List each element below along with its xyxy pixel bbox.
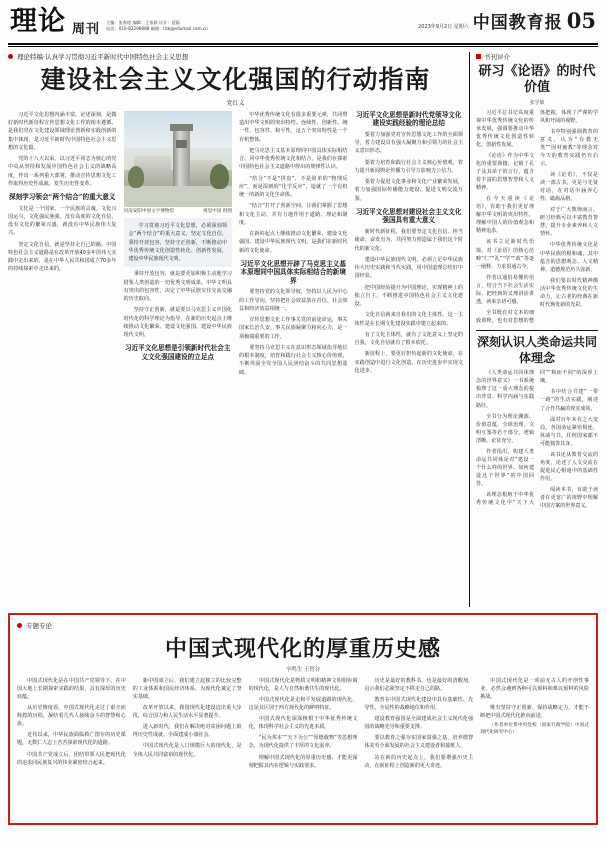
lead-paragraph: 要着力加强党对宣传思想文化工作的全面领导，着力建设具有强大凝聚力和引领力的社会主义意识形态。 (354, 131, 463, 155)
lead-paragraph: 把马克思主义基本原理同中国具体实际相结合、同中华优秀传统文化相结合，是我们在探索中国特色社会主义道路中得出的规律性认识。 (239, 147, 348, 171)
section-label-text: 书刊评介 (484, 53, 510, 61)
lead-article (8, 52, 463, 607)
lead-kicker-text: 理论特稿·认真学习贯彻习近平新时代中国特色社会主义思想 (17, 53, 189, 61)
feature-author-note: （作者单位系中央党校（国家行政学院）中国式现代化研究中心） (480, 723, 589, 736)
lead-photo-caption (124, 207, 233, 215)
lead-subhead: 习近平文化思想是新时代党领导文化建设实践经验的理论总结 (356, 110, 462, 128)
publication-date: 2023年9月2日 星期六 (418, 24, 469, 30)
review-1-paragraph: 中华优秀传统文化是中华民族的根和魂，其中蕴含的思想观念、人文精神、道德规范历久弥新。 (540, 242, 598, 273)
square-bullet-icon (476, 54, 481, 59)
lead-paragraph: 有了文化主体性，就有了文化意义上坚定的自我，文化自信就有了根本依托。 (354, 331, 463, 346)
lead-paragraph: 坚定文化自信，就是坚持走自己的路。中国特色社会主义道路是在改革开放40多年的伟大实践中走出来的，是在中华人民共和国成立70多年的持续探索中走出来的。 (8, 241, 117, 273)
photo-tree-left (128, 166, 144, 188)
lead-subhead: 习近平文化思想开辟了马克思主义基本原理同中国具体实际相结合的新境界 (240, 259, 346, 285)
right-column (469, 52, 598, 607)
review-1-byline: 张学敏 (529, 99, 545, 106)
feature-paragraph: 理解中国式现代化的厚重历史感，才能更深刻把握其内在逻辑与实践要求。 (248, 754, 358, 769)
paper-name: 中国教育报 (472, 13, 563, 33)
review-2-paragraph: 阅读本书，有助于读者在更宽广的视野中理解中国方案的世界意义。 (540, 487, 598, 510)
lead-paragraph: 要坚持马克思主义在意识形态领域指导地位的根本制度，培育和践行社会主义核心价值观，不断巩固全党全国人民团结奋斗的共同思想基础。 (239, 344, 348, 376)
feature-paragraph: 中国式现代化是人口规模巨大的现代化，是全体人民共同富裕的现代化。 (132, 743, 242, 758)
lead-paragraph: 把中国经验提升为中国理论，实现精神上的独立自主，不断推进中国特色社会主义文化建设。 (354, 284, 463, 307)
page-body (8, 52, 598, 607)
feature-paragraph: 中国式现代化是走和平发展道路的现代化，这是其区别于西方现代化的鲜明特征。 (248, 697, 358, 712)
review-2-paragraph: 作者指出，构建人类命运共同体是对“建设一个什么样的世界、如何建设这个世界”的中国回答。 (476, 448, 534, 488)
masthead-credit-line-1: 主编：张春铭 编辑：王家源 设计：聂磊 (106, 20, 180, 25)
feature-paragraph: 唯有坚持守正创新、保持战略定力，才能不断把中国式现代化推向前进。 (480, 705, 589, 720)
lead-paragraph: 秉持开放包容，就是要更加积极主动地学习借鉴人类创造的一切优秀文明成果。中华文明具有突出的包容性，决定了中华民族交往交流交融的历史取向。 (123, 271, 232, 303)
feature-kicker-text: 专题专论 (26, 622, 52, 630)
feature-paragraph: 新中国成立后，我们建立起独立的比较完整的工业体系和国民经济体系，为现代化奠定了坚实基础。 (132, 678, 242, 701)
review-1-paragraph: 《论语》作为中华文化的重要典籍，记载了孔子及其弟子的言行，蕴含着丰富的思想智慧和人文精神。 (476, 152, 534, 192)
review-1-body (476, 109, 598, 326)
review-1-paragraph: 我们要以时代精神激活中华优秀传统文化的生命力，让古老的经典在新时代焕发新的光彩。 (540, 277, 598, 308)
review-1-title: 研习《论语》的时代价值 (478, 64, 596, 96)
bullet-icon (8, 54, 13, 59)
lead-paragraph: 建设中华民族现代文明，必须立足中华民族伟大历史实践和当代实践，用中国道理总结好中国经验。 (354, 256, 463, 280)
photo-tower (173, 130, 190, 186)
feature-paragraph: 中国式现代化深深植根于中华优秀传统文化，体现科学社会主义的先进本质。 (248, 716, 358, 731)
review-1-paragraph: 全书既有对文本的细致训释，也有对思想的整体把握，体现了严谨的学风和开阔的视野。 (476, 109, 598, 324)
feature-paragraph: 中国式现代化是物质文明和精神文明相协调的现代化，是人与自然和谐共生的现代化。 (248, 678, 358, 693)
lead-pullquote (124, 218, 233, 267)
lead-photo-figure (124, 111, 233, 215)
bullet-icon (17, 623, 22, 628)
lead-paragraph: 新征程上，要更好担负起新的文化使命，在实践创造中进行文化创造，在历史进步中实现文化进步。 (354, 351, 463, 374)
masthead-left (10, 8, 208, 37)
lead-subhead: 习近平文化思想是引领新时代社会主义文化强国建设的立足点 (125, 344, 231, 361)
lead-subhead: 深刻学习领会“两个结合”的重大意义 (9, 193, 116, 201)
lead-paragraph: 党的十八大以来，以习近平同志为核心的党中央从坚持和发展中国特色社会主义的战略高度，作出一系列重大部署，推动宣传思想文化工作取得历史性成就、发生历史性变革。 (8, 156, 117, 187)
lead-pullquote-text: 学习贯彻习近平文化思想，必须深刻领会“两个结合”的重大意义，坚定文化自信，秉持开放包容，坚持守正创新，不断推动中华优秀传统文化创造性转化、创新性发展，建设中华民族现代文明。 (128, 223, 227, 263)
lead-paragraph: 要着力培育和践行社会主义核心价值观，着力提升新闻舆论传播力引导力影响力公信力。 (354, 159, 463, 174)
lead-paragraph: 习近平文化思想内涵丰富、论述深刻，是做好新时代新征程宣传思想文化工作的根本遵循，是我们党在文化建设领域理论创新和实践创新的集中体现，是习近平新时代中国特色社会主义思想的文化篇。 (8, 111, 117, 151)
lead-paragraph: 文化是一个国家、一个民族的灵魂。文化兴国运兴，文化强民族强。没有高度的文化自信，没有文化的繁荣兴盛，就没有中华民族伟大复兴。 (8, 205, 117, 237)
feature-paragraph: 教育在中国式现代化建设中具有基础性、先导性、全局性的战略地位和作用。 (364, 697, 474, 712)
lead-kicker (8, 52, 463, 61)
feature-paragraph: 改革开放以来，我国现代化建设迈出重大步伐，综合国力和人民生活水平显著提升。 (132, 705, 242, 720)
feature-paragraph: “民为邦本”“天下为公”“厚德载物”等思想理念，为现代化提供了丰厚的文化滋养。 (248, 735, 358, 750)
feature-kicker (17, 621, 589, 630)
photo-plaza (124, 186, 233, 207)
feature-paragraph: 建设教育强国是全面建成社会主义现代化强国的战略先导和重要支撑。 (364, 716, 474, 731)
lead-paragraph: 在新的起点上继续推动文化繁荣、建设文化强国、建设中华民族现代文明，是我们在新时代新的文化使命。 (239, 231, 348, 254)
feature-paragraph: 从历史维度看，中国式现代化走过了艰辛而辉煌的历程，凝结着几代人接续奋斗的智慧和心血。 (17, 705, 126, 728)
review-1-paragraph: 该书立足新时代语境，对《论语》的核心范畴“仁”“礼”“学”“政”等逐一阐释，力求贯通古今。 (476, 239, 534, 270)
lead-paragraph: 宣传思想文化工作事关党的前途命运，事关国家长治久安，事关民族凝聚力和向心力，是一项极端重要的工作。 (239, 317, 348, 340)
review-2-paragraph: 书中结合共建“一带一路”的生动实践，阐述了合作共赢的现实成效。 (540, 389, 598, 412)
review-2-paragraph: 全书分为理论渊源、价值意蕴、全球治理、文明互鉴等若干部分，逻辑清晰、论证充分。 (476, 413, 534, 444)
review-2-body (476, 369, 598, 510)
feature-paragraph: 中国式现代化是在中国共产党领导下、在中国大地上长期探索实践的结果，具有深厚的历史底蕴。 (17, 678, 126, 701)
photo-caption-right: 视觉中国 供图 (202, 208, 232, 214)
feature-paragraph: 要以教育之强夯实国家富强之基，培养德智体美劳全面发展的社会主义建设者和接班人。 (364, 735, 474, 750)
review-2-paragraph: 该理念根植于中华优秀传统文化中“天下大同”“和而不同”的深厚土壤。 (476, 370, 598, 507)
lead-paragraph: “结合”打开了创新空间，让我们掌握了思想和文化主动，并有力地作用于道路、理论和制度。 (239, 203, 348, 226)
review-2-paragraph: 该书还从教育交流的角度，论述了人文交流在促进民心相通中的基础性作用。 (540, 451, 598, 482)
review-1-paragraph: 读《论语》，不仅是读一部古书，更是与先贤对话，在对话中涵养心性、砥砺品格。 (540, 171, 598, 203)
lead-paragraph: 文化自信就来自我们的文化主体性。这一主体性是在长期文化建设实践中建立起来的。 (354, 312, 463, 327)
feature-paragraph: 站在新的历史起点上，我们要增强历史主动，在新征程上创造新的更大奇迹。 (364, 754, 474, 769)
page-number: 05 (566, 8, 596, 33)
review-1-paragraph: 书中特别强调教育的意义，认为“有教无类”“因材施教”等理念对今天的教育实践仍有启示。 (540, 128, 598, 167)
section-label-book-review (476, 52, 598, 61)
review-2-title: 深刻认识人类命运共同体理念 (476, 335, 597, 365)
lead-headline: 建设社会主义文化强国的行动指南 (40, 65, 431, 94)
right-column-divider (476, 330, 598, 331)
review-1-paragraph: 对于广大教师而言，研习经典可以丰富教育智慧，提升专业素养和人文情怀。 (540, 207, 598, 238)
lead-columns (8, 111, 463, 377)
feature-headline: 中国式现代化的厚重历史感 (164, 636, 441, 662)
feature-article-box (8, 613, 598, 825)
review-2-paragraph: 《人类命运共同体理念的世界意义》一书系统梳理了这一重大理念的提出背景、科学内涵与实践路径。 (476, 370, 534, 409)
lead-paragraph: 坚持守正创新，就是要以马克思主义中国化时代化的科学理论为指导，在新的历史起点上继续推动文化繁荣、建设文化强国、建设中华民族现代文明。 (123, 307, 232, 339)
review-1-paragraph: 习近平总书记高度重视中华优秀传统文化的传承发展，强调要推动中华优秀传统文化创造性转化、创新性发展。 (476, 109, 534, 148)
feature-paragraph: 中国式现代化是一项前无古人的开创性事业，必然会遇到各种可以预料和难以预料的风险挑战。 (480, 678, 589, 701)
feature-paragraph: 中国共产党成立后，团结带领人民把现代化的追求同民族复兴的伟业紧密结合起来。 (17, 751, 126, 766)
masthead-right (418, 8, 596, 33)
photo-tree-right (210, 164, 229, 189)
masthead-rule-thick (8, 43, 598, 45)
supplement-logo: 理论 (10, 6, 66, 37)
feature-paragraph: 进入新时代，我们在解决绝对贫困问题上取得历史性成就，全面建成小康社会。 (132, 724, 242, 739)
supplement-logo-sub: 周刊 (72, 22, 101, 37)
masthead-credit-line-2: 电话：010-82296888 邮箱：llzk@edumail.com.cn (106, 26, 208, 32)
review-1-paragraph: 作者以通俗易懂的语言，结合当下社会生活实际，把经典的义理讲活讲透，读来亲切可感。 (476, 274, 534, 305)
lead-paragraph: “结合”不是“拼盘”，不是简单的“物理反应”，而是深刻的“化学反应”，造就了一个有机统一的新的文化生命体。 (239, 175, 348, 198)
lead-subhead: 习近平文化思想对建设社会主义文化强国具有重大意义 (356, 207, 462, 225)
review-1-paragraph: 在今天重读《论语》，有助于我们更好理解中华文明的突出特性，理解中国人的价值观念和精神追求。 (476, 196, 534, 235)
lead-paragraph: 要着力促进文化事业和文化产业繁荣发展，着力加强国际传播能力建设、促进文明交流互鉴。 (354, 179, 463, 202)
feature-paragraph: 历史是最好的教科书，也是最好的清醒剂，启示我们必须坚定不移走自己的路。 (364, 678, 474, 693)
review-2-paragraph: 面对百年未有之大变局，各国命运紧密相连，休戚与共，任何国家都不可能独善其身。 (540, 416, 598, 447)
masthead-rule-thin (8, 46, 598, 47)
lead-paragraph: 中华优秀传统文化有很多重要元素，共同塑造出中华文明的突出特性。连续性、创新性、统一性、包容性、和平性，这五个突出特性是一个有机整体。 (239, 111, 348, 143)
lead-photo (124, 111, 233, 207)
masthead-credits (106, 8, 208, 33)
feature-paragraph: 近代以来，中华民族面临救亡图存的历史课题，无数仁人志士苦苦探索现代化的道路。 (17, 732, 126, 747)
photo-caption-left: 河南安阳中国文字博物馆 (123, 208, 175, 214)
masthead (8, 6, 598, 41)
lead-paragraph: 新时代新征程，我们要坚定文化自信、担当使命、奋发有为，共同努力创造属于我们这个时代的新文化。 (354, 229, 463, 252)
feature-byline: 辛鸣生 王智谷 (285, 667, 321, 673)
feature-columns (17, 677, 589, 837)
lead-paragraph: 要坚持党的文化领导权，坚持以人民为中心的工作导向，坚持把社会效益放在首位、社会效益和经济效益相统一。 (239, 289, 348, 312)
lead-byline: 党红义 (226, 99, 245, 107)
